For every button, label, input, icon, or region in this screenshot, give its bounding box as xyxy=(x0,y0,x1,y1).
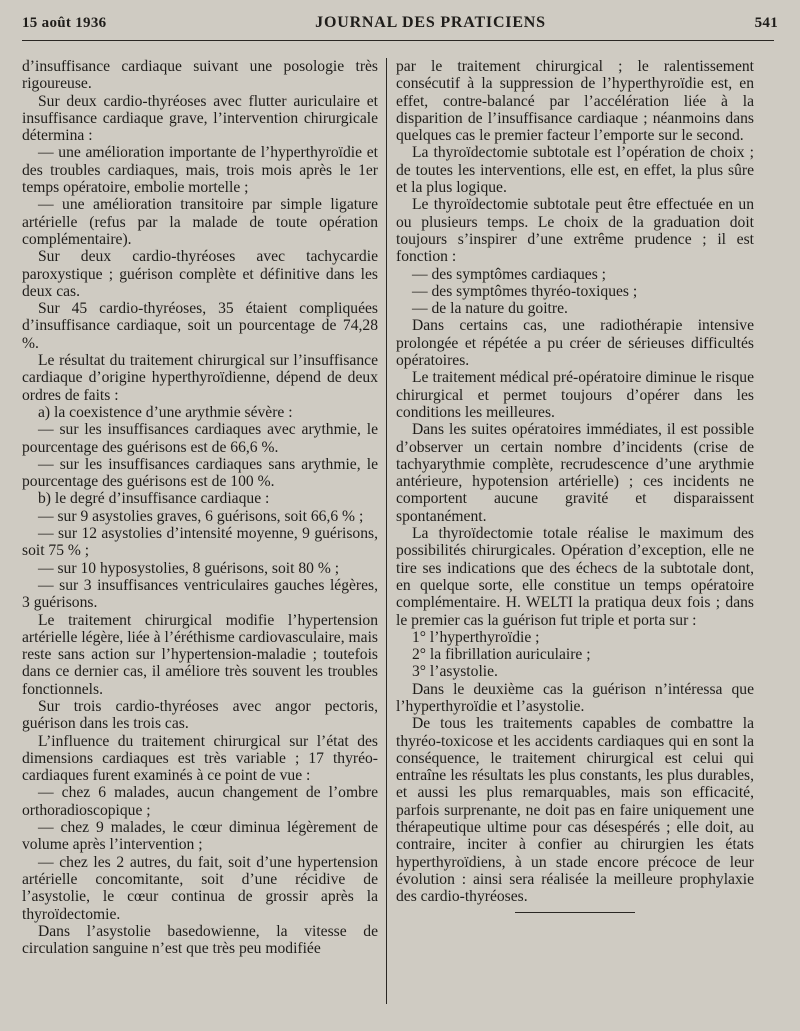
list-item: — sur 3 insuffisances ventriculaires gauches légères, 3 guérisons. xyxy=(22,576,378,612)
list-item: — chez 6 malades, aucun changement de l’ombre orthoradioscopique ; xyxy=(22,784,378,819)
paragraph: Dans certains cas, une radiothérapie intensive prolongée et répétée a pu créer de sérieuses difficultés opératoires. xyxy=(396,317,754,370)
list-item: 2° la fibrillation auriculaire ; xyxy=(412,646,591,664)
list-item: — sur 12 asystolies d’intensité moyenne, 9 guérisons, soit 75 % ; xyxy=(22,525,378,560)
paragraph: Le thyroïdectomie subtotale peut être effectuée en un ou plusieurs temps. Le choix de la graduation doit toujours s’inspirer d’une extrême prudence ; il est fonction : xyxy=(396,196,754,266)
paragraph: Dans les suites opératoires immédiates, il est possible d’observer un certain nombre d’incidents (crise de tachyarythmie complète, recrudescence d’une arythmie antérieure, hypotension artérielle) ; ces incidents ne comportent aucune gravité et disparaissent spontanément. xyxy=(396,421,754,525)
paragraph: Sur deux cardio-thyréoses avec flutter auriculaire et insuffisance cardiaque grave, l’intervention chirurgicale détermina : xyxy=(22,92,378,145)
list-item: — sur les insuffisances cardiaques sans arythmie, le pourcentage des guérisons est de 100 %. xyxy=(22,455,378,491)
issue-date: 15 août 1936 xyxy=(22,15,107,31)
end-rule xyxy=(515,912,635,913)
list-item: 1° l’hyperthyroïdie ; xyxy=(412,628,540,646)
right-column xyxy=(396,58,754,913)
paragraph: Sur deux cardio-thyréoses avec tachycardie paroxystique ; guérison complète et définitive dans les deux cas. xyxy=(22,248,378,300)
paragraph: La thyroïdectomie subtotale est l’opération de choix ; de toutes les interventions, elle est, en effet, la plus sûre et la plus logique. xyxy=(396,144,754,197)
page-number: 541 xyxy=(754,15,778,31)
paragraph: Dans l’asystolie basedowienne, la vitesse de circulation sanguine n’est que très peu modifiée xyxy=(22,922,378,958)
paragraph: L’influence du traitement chirurgical sur l’état des dimensions cardiaques est très variable ; 17 thyréo-cardiaques furent examinés à ce point de vue : xyxy=(22,732,378,785)
list-item: — sur 9 asystolies graves, 6 guérisons, soit 66,6 % ; xyxy=(38,507,364,525)
list-item: — une amélioration transitoire par simple ligature artérielle (refus par la malade de toute opération complémentaire). xyxy=(22,196,378,248)
paragraph: La thyroïdectomie totale réalise le maximum des possibilités chirurgicales. Opération d’exception, elle ne tire ses indications que des échecs de la subtotale dont, en quelque sorte, elle constitue un temps opératoire complémentaire. H. WELTI la pratiqua deux fois ; dans le premier cas la guérison fut triple et porta sur : xyxy=(396,525,754,629)
list-item: 3° l’asystolie. xyxy=(412,663,498,681)
subheading: b) le degré d’insuffisance cardiaque : xyxy=(38,490,270,508)
list-item: — des symptômes thyréo-toxiques ; xyxy=(412,282,638,300)
column-divider xyxy=(386,58,387,1004)
paragraph: Sur trois cardio-thyréoses avec angor pectoris, guérison dans les trois cas. xyxy=(22,697,378,733)
page-header xyxy=(22,14,778,36)
paragraph: Dans le deuxième cas la guérison n’intéressa que l’hyperthyroïdie et l’asystolie. xyxy=(396,680,754,715)
list-item: — sur les insuffisances cardiaques avec arythmie, le pourcentage des guérisons est de 66,6 %. xyxy=(22,421,378,456)
paragraph: par le traitement chirurgical ; le ralentissement consécutif à la suppression de l’hyperthyroïdie est, en effet, contre-balancé par l’accélération liée à la disparition de l’insuffisance cardiaque ; néanmoins dans quelques cas le premier facteur l’emporte sur le second. xyxy=(396,58,754,145)
list-item: — des symptômes cardiaques ; xyxy=(412,265,607,283)
paragraph: d’insuffisance cardiaque suivant une posologie très rigoureuse. xyxy=(22,58,378,93)
list-item: — de la nature du goitre. xyxy=(412,300,568,318)
journal-title: JOURNAL DES PRATICIENS xyxy=(315,14,546,31)
list-item: — chez les 2 autres, du fait, soit d’une hypertension artérielle concomitante, soit d’une récidive de l’asystolie, le cœur continua de grossir après la thyroïdectomie. xyxy=(22,853,378,923)
list-item: — une amélioration importante de l’hyperthyroïdie et des troubles cardiaques, mais, trois mois après le 1er temps opératoire, embolie mortelle ; xyxy=(22,144,378,197)
header-rule xyxy=(22,40,774,41)
subheading: a) la coexistence d’une arythmie sévère : xyxy=(38,403,293,421)
left-column xyxy=(22,58,378,957)
paragraph: Le résultat du traitement chirurgical sur l’insuffisance cardiaque d’origine hyperthyroïdienne, dépend de deux ordres de faits : xyxy=(22,352,378,404)
list-item: — sur 10 hyposystolies, 8 guérisons, soit 80 % ; xyxy=(38,559,340,577)
paragraph: Sur 45 cardio-thyréoses, 35 étaient compliquées d’insuffisance cardiaque, soit un pourcentage de 74,28 %. xyxy=(22,300,378,352)
paragraph: Le traitement chirurgical modifie l’hypertension artérielle légère, liée à l’éréthisme cardiovasculaire, mais reste sans action sur l’hypertension-maladie ; toutefois dans ce dernier cas, il améliore très souvent les troubles fonctionnels. xyxy=(22,611,378,698)
list-item: — chez 9 malades, le cœur diminua légèrement de volume après l’intervention ; xyxy=(22,819,378,854)
paragraph: Le traitement médical pré-opératoire diminue le risque chirurgical et permet toujours d’opérer dans les conditions les meilleures. xyxy=(396,369,754,421)
paragraph: De tous les traitements capables de combattre la thyréo-toxicose et les accidents cardiaques qui en sont la conséquence, le traitement chirurgical est celui qui entraîne les résultats les plus constants, les plus durables, et aussi les plus remarquables, mais son efficacité, parfois surprenante, ne doit pas en faire uniquement une thérapeutique ultime pour cas désespérés ; elle doit, au contraire, inciter à confier au chirurgien les états hyperthyroïdiens, à un stade encore précoce de leur évolution : ainsi sera réalisée la meilleure prophylaxie des cardio-thyréoses. xyxy=(396,715,754,906)
